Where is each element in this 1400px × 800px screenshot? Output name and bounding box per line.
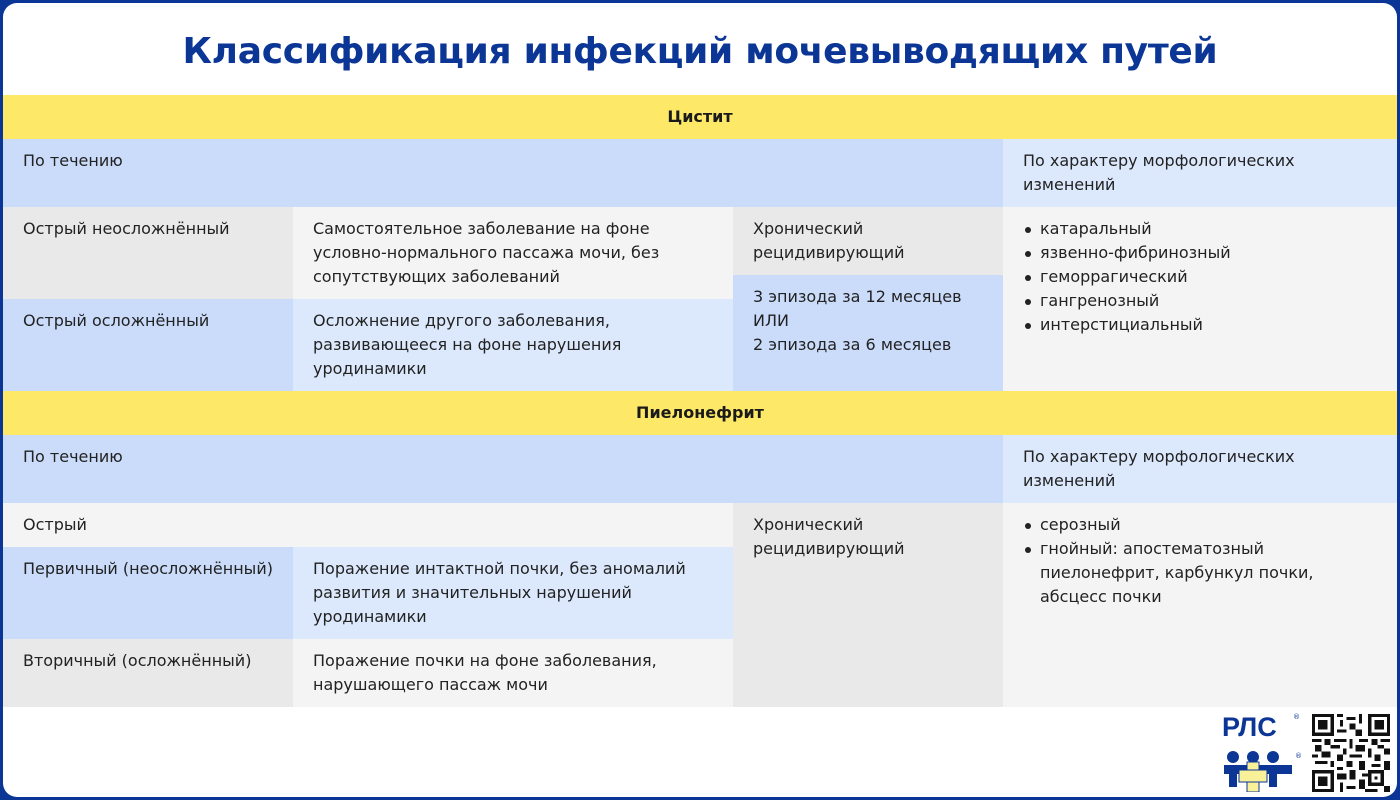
- section-header-cystitis: Цистит: [3, 95, 1397, 139]
- pyelo-chronic-label: Хронический рецидивирующий: [733, 503, 1003, 707]
- pyelo-morph-list: [1023, 513, 1377, 609]
- pyelo-primary-desc: Поражение интактной почки, без аномалий развития и значительных нарушений уродинамики: [293, 547, 733, 639]
- list-item: гнойный: апостематозный пиелонефрит, карбункул почки, абсцесс почки: [1023, 537, 1377, 609]
- page-title: Классификация инфекций мочевыводящих путей: [182, 31, 1218, 72]
- cystitis-by-morph-label: По характеру морфологических изменений: [1003, 139, 1397, 207]
- cystitis-by-course-label: По течению: [3, 139, 1003, 207]
- registered-mark: ®: [1295, 752, 1302, 760]
- pyelo-by-morph-label: По характеру морфологических изменений: [1003, 435, 1397, 503]
- list-item: язвенно-фибринозный: [1023, 241, 1377, 265]
- list-item: геморрагический: [1023, 265, 1377, 289]
- cystitis-acute-uncomplicated: Острый неосложнённый: [3, 207, 293, 299]
- list-item: серозный: [1023, 513, 1377, 537]
- criteria-line: ИЛИ: [753, 311, 789, 330]
- cystitis-morph-list-cell: [1003, 207, 1397, 391]
- logo-people-cross-icon: [1220, 712, 1300, 792]
- pyelo-acute-label: Острый: [3, 503, 733, 547]
- pyelo-secondary-desc: Поражение почки на фоне заболевания, нарушающего пассаж мочи: [293, 639, 733, 707]
- pyelo-primary: Первичный (неосложнённый): [3, 547, 293, 639]
- pyelo-secondary: Вторичный (осложнённый): [3, 639, 293, 707]
- registered-mark: ®: [1293, 713, 1300, 721]
- cystitis-acute-complicated-desc: Осложнение другого заболевания, развивающееся на фоне нарушения уродинамики: [293, 299, 733, 391]
- cystitis-chronic-label: Хронический рецидивирующий: [733, 207, 1003, 275]
- list-item: гангренозный: [1023, 289, 1377, 313]
- section-header-pyelonephritis: Пиелонефрит: [3, 391, 1397, 435]
- cystitis-chronic-criteria: [733, 275, 1003, 391]
- rls-logo: [1220, 712, 1300, 792]
- cystitis-morph-list: [1023, 217, 1377, 337]
- list-item: катаральный: [1023, 217, 1377, 241]
- qr-code-icon[interactable]: [1312, 714, 1390, 792]
- cystitis-acute-uncomplicated-desc: Самостоятельное заболевание на фоне условно-нормального пассажа мочи, без сопутствующих заболеваний: [293, 207, 733, 299]
- criteria-line: 3 эпизода за 12 месяцев: [753, 287, 962, 306]
- logo-text: РЛС: [1222, 712, 1277, 742]
- criteria-line: 2 эпизода за 6 месяцев: [753, 335, 952, 354]
- list-item: интерстициальный: [1023, 313, 1377, 337]
- pyelo-morph-list-cell: [1003, 503, 1397, 707]
- pyelo-by-course-label: По течению: [3, 435, 1003, 503]
- cystitis-acute-complicated: Острый осложнённый: [3, 299, 293, 391]
- infographic-frame: [3, 3, 1397, 797]
